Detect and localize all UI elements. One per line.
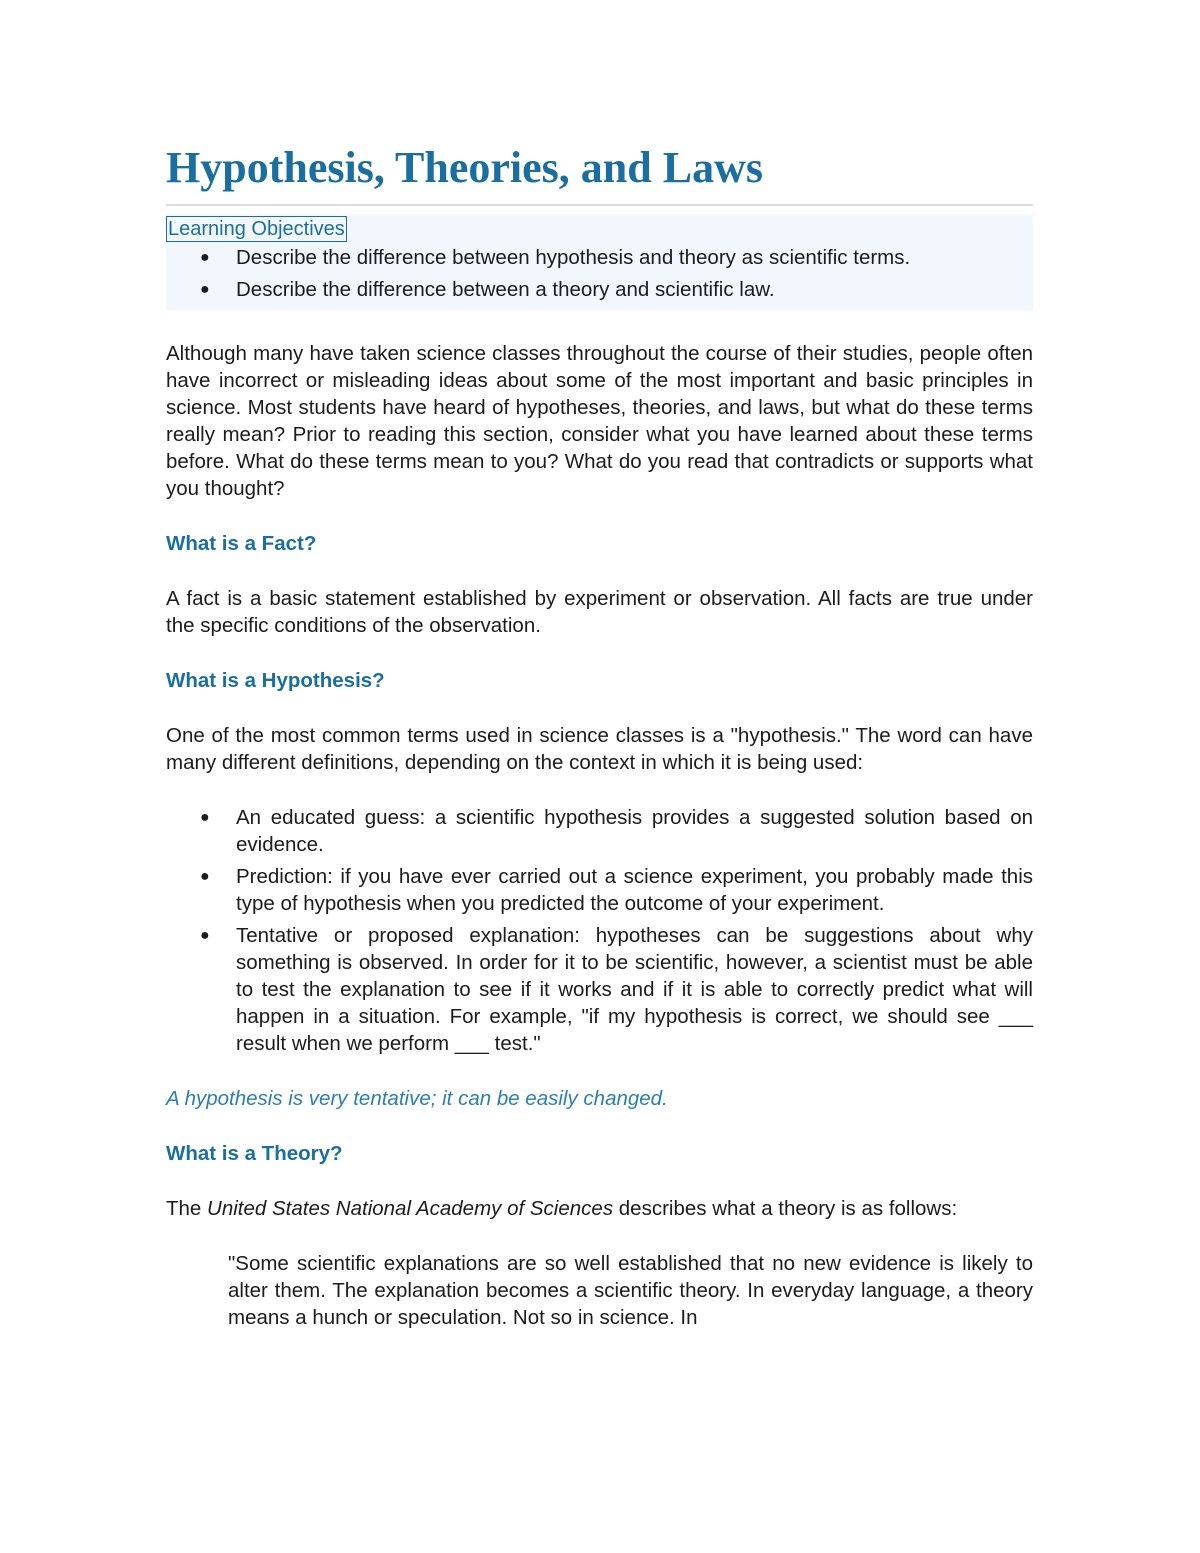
list-item [166, 804, 1033, 858]
intro-paragraph: Although many have taken science classes throughout the course of their studies, people often have incorrect or misleading ideas about some of the most important and basic principles in science. Most students have heard of hypotheses, theories, and laws, but what do these terms really mean? Prior to reading this section, consider what you have learned about these terms before. What do these terms mean to you? What do you read that contradicts or supports what you thought? [166, 342, 1033, 500]
learning-objectives-box [166, 214, 1033, 310]
theory-text-prefix: The [166, 1197, 208, 1220]
section-heading-theory: What is a Theory? [166, 1142, 343, 1165]
theory-text-suffix: describes what a theory is as follows: [613, 1197, 958, 1220]
page-title: Hypothesis, Theories, and Laws [166, 140, 1033, 206]
definition-text: Prediction: if you have ever carried out a science experiment, you probably made this type of hypothesis when you predicted the outcome of your experiment. [236, 865, 1033, 915]
theory-quote: "Some scientific explanations are so well established that no new evidence is likely to alter them. The explanation becomes a scientific theory. In everyday language, a theory means a hunch or speculation. Not so in science. In [228, 1252, 1033, 1329]
bullet-icon: ● [200, 809, 210, 826]
list-item [166, 242, 1033, 274]
objectives-list [166, 242, 1033, 306]
list-item [166, 863, 1033, 917]
theory-source: United States National Academy of Sciences [207, 1197, 614, 1220]
objective-text: Describe the difference between a theory and scientific law. [236, 278, 775, 301]
section-heading-hypothesis: What is a Hypothesis? [166, 669, 385, 692]
hypothesis-paragraph: One of the most common terms used in science classes is a "hypothesis." The word can have many different definitions, depending on the context in which it is being used: [166, 724, 1033, 774]
theory-paragraph [166, 1195, 1033, 1222]
definition-text: Tentative or proposed explanation: hypotheses can be suggestions about why something is observed. In order for it to be scientific, however, a scientist must be able to test the explanation to see if it works and if it is able to correctly predict what will happen in a situation. For example, "if my hypothesis is correct, we should see ___ result when we perform ___ test." [236, 924, 1033, 1055]
bullet-icon: ● [200, 927, 210, 944]
learning-objectives-label: Learning Objectives [168, 218, 345, 240]
fact-paragraph: A fact is a basic statement established by experiment or observation. All facts are true under the specific conditions of the observation. [166, 587, 1033, 637]
list-item [166, 922, 1033, 1057]
section-heading-fact: What is a Fact? [166, 532, 317, 555]
hypothesis-definitions-list [166, 804, 1033, 1057]
document-page [166, 140, 1033, 1331]
bullet-icon: ● [200, 281, 210, 298]
bullet-icon: ● [200, 249, 210, 266]
definition-text: An educated guess: a scientific hypothesis provides a suggested solution based on evidence. [236, 806, 1033, 856]
list-item [166, 274, 1033, 306]
hypothesis-callout: A hypothesis is very tentative; it can be easily changed. [166, 1087, 668, 1110]
objective-text: Describe the difference between hypothesis and theory as scientific terms. [236, 246, 911, 269]
bullet-icon: ● [200, 868, 210, 885]
